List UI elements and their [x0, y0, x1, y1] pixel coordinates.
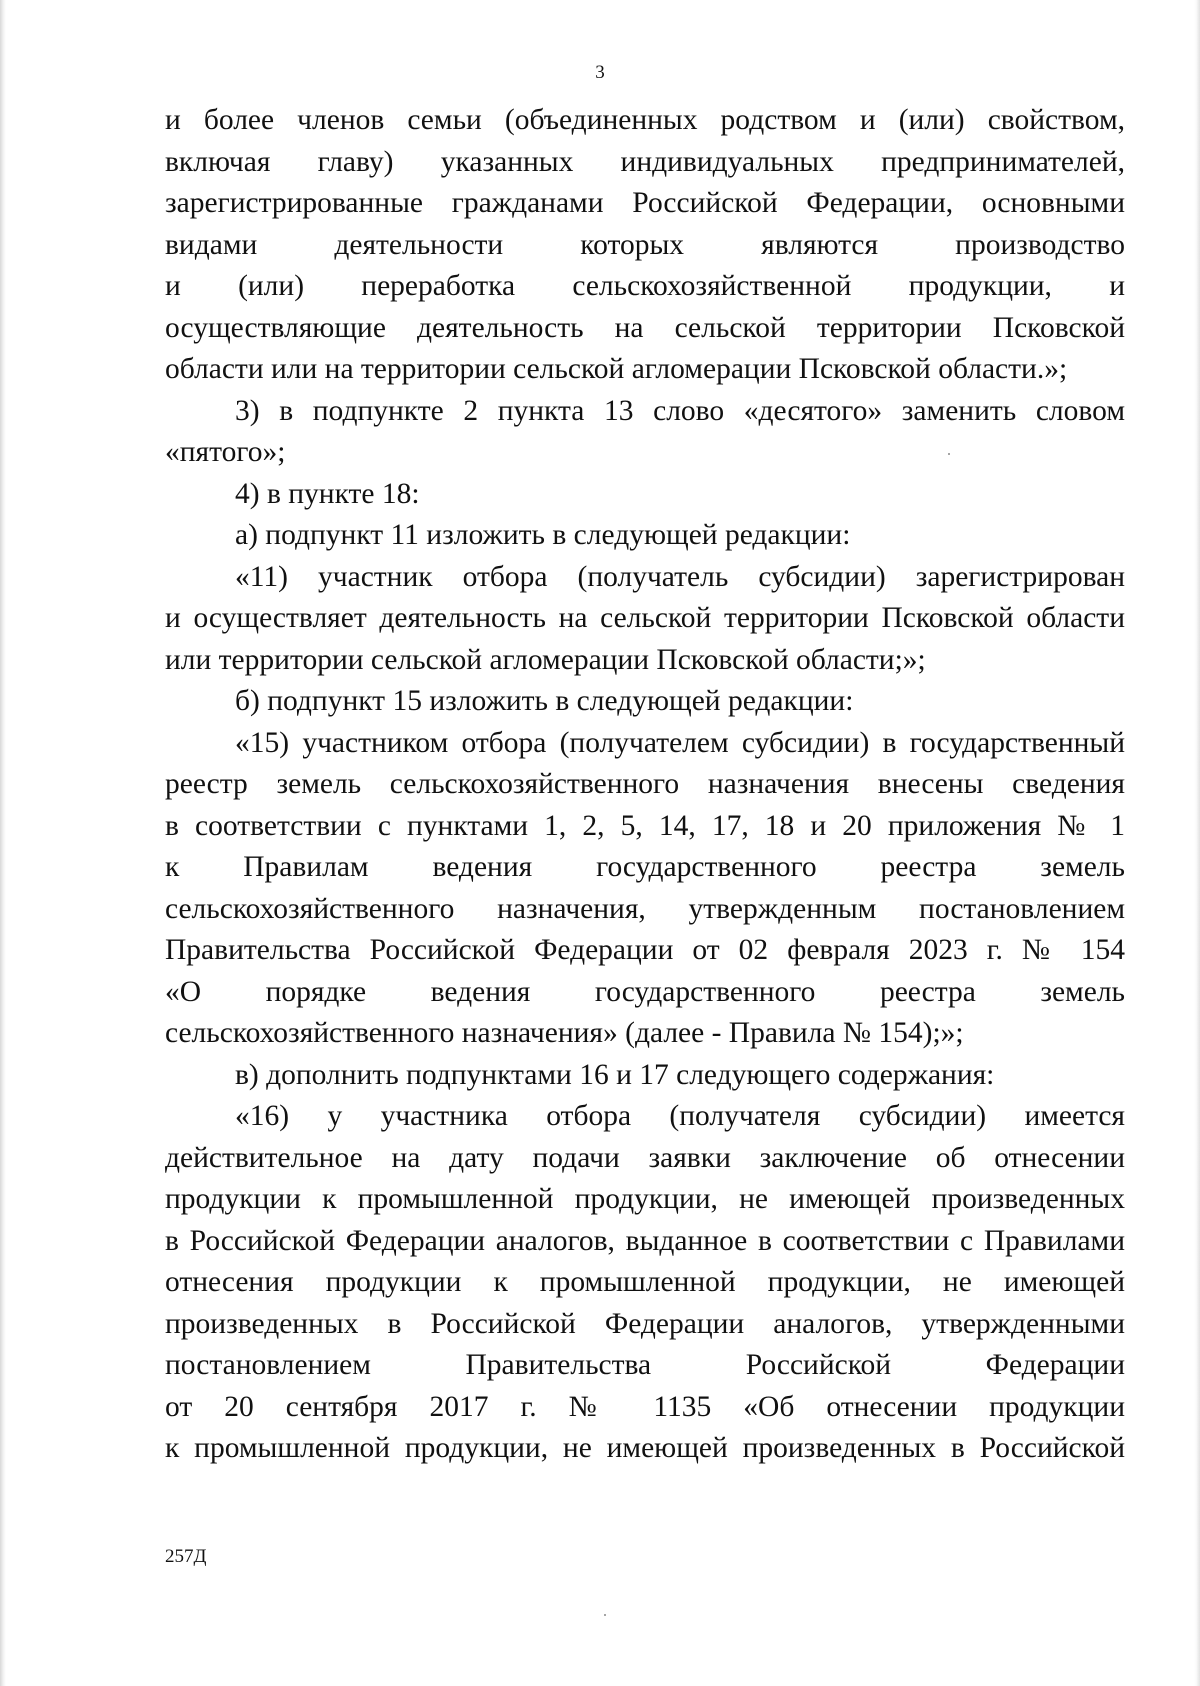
text-line: 4) в пункте 18: — [235, 477, 420, 510]
text-line: зарегистрированные гражданами Российской Федерации, основными — [165, 187, 1125, 219]
text-line: а) подпункт 11 изложить в следующей редакции: — [235, 519, 851, 551]
text-line: и (или) переработка сельскохозяйственной продукции, и — [165, 270, 1125, 302]
text-line: или территории сельской агломерации Псковской области;»; — [165, 643, 926, 676]
scan-speck — [604, 1614, 606, 1616]
text-line: и осуществляет деятельность на сельской территории Псковской области — [165, 602, 1125, 634]
text-line: в Российской Федерации аналогов, выданное в соответствии с Правилами — [165, 1224, 1125, 1257]
text-line: «15) участником отбора (получателем субсидии) в государственный — [235, 726, 1125, 759]
text-line: в соответствии с пунктами 1, 2, 5, 14, 17, 18 и 20 приложения № 1 — [165, 809, 1125, 842]
text-line: б) подпункт 15 изложить в следующей редакции: — [235, 685, 854, 717]
text-line: реестр земель сельскохозяйственного назначения внесены сведения — [165, 768, 1125, 800]
text-line: к промышленной продукции, не имеющей произведенных в Российской — [165, 1432, 1125, 1464]
text-line: произведенных в Российской Федерации аналогов, утвержденными — [165, 1307, 1125, 1340]
text-line: сельскохозяйственного назначения, утвержденным постановлением — [165, 892, 1125, 925]
text-line: и более членов семьи (объединенных родством и (или) свойством, — [165, 104, 1125, 136]
scan-speck — [948, 453, 950, 455]
scan-edge-right — [1194, 0, 1200, 1686]
text-line: продукции к промышленной продукции, не имеющей произведенных — [165, 1183, 1125, 1215]
text-line: «О порядке ведения государственного реестра земель — [165, 975, 1125, 1008]
text-line: включая главу) указанных индивидуальных предпринимателей, — [165, 145, 1125, 178]
text-line: видами деятельности которых являются производство — [165, 228, 1125, 261]
text-line: области или на территории сельской агломерации Псковской области.»; — [165, 353, 1068, 385]
text-line: «11) участник отбора (получатель субсидии) зарегистрирован — [235, 560, 1125, 593]
text-line: отнесения продукции к промышленной продукции, не имеющей — [165, 1266, 1125, 1298]
text-line: «пятого»; — [165, 436, 286, 468]
text-line: в) дополнить подпунктами 16 и 17 следующего содержания: — [235, 1058, 995, 1091]
text-line: осуществляющие деятельность на сельской территории Псковской — [165, 311, 1125, 344]
scan-edge-left — [0, 0, 6, 1686]
text-line: 3) в подпункте 2 пункта 13 слово «десятого» заменить словом — [235, 394, 1125, 427]
text-line: «16) у участника отбора (получателя субсидии) имеется — [235, 1100, 1125, 1132]
text-line: постановлением Правительства Российской Федерации — [165, 1349, 1125, 1381]
text-line: Правительства Российской Федерации от 02 февраля 2023 г. № 154 — [165, 934, 1125, 966]
document-body — [165, 100, 1125, 1470]
text-line: сельскохозяйственного назначения» (далее - Правила № 154);»; — [165, 1017, 964, 1049]
text-line: действительное на дату подачи заявки заключение об отнесении — [165, 1141, 1125, 1174]
document-code: 257Д — [165, 1546, 207, 1567]
text-line: к Правилам ведения государственного реестра земель — [165, 851, 1125, 883]
text-line: от 20 сентября 2017 г. № 1135 «Об отнесении продукции — [165, 1390, 1125, 1423]
page-number: 3 — [595, 62, 605, 83]
